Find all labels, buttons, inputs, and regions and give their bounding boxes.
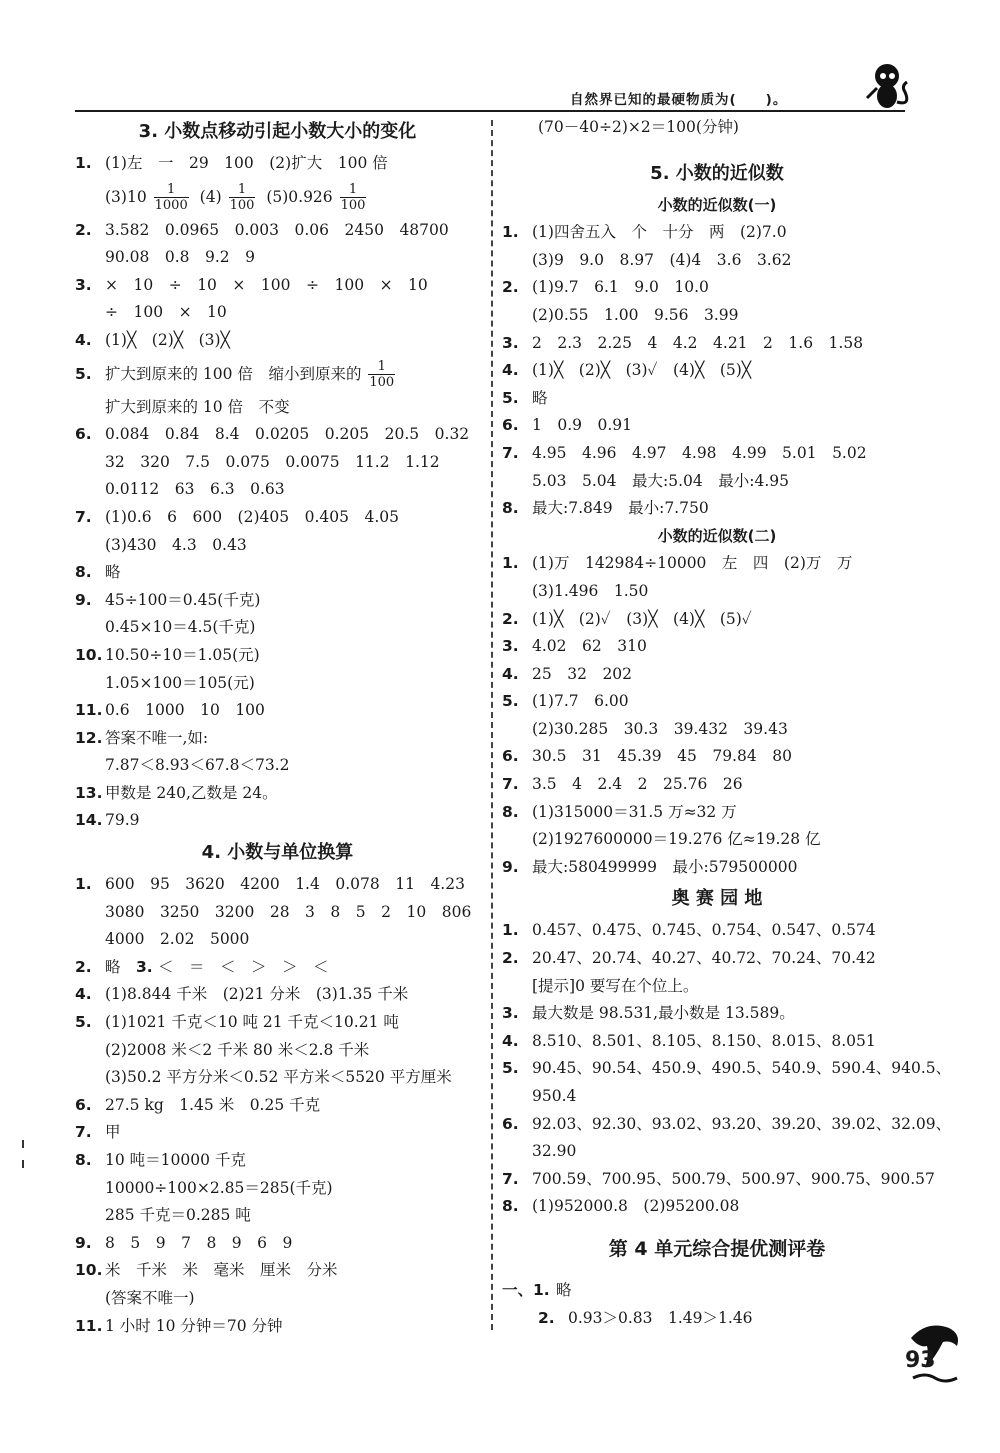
answer-line: 7. 3.5 4 2.4 2 25.76 26: [502, 775, 743, 794]
answer-line-fraction: 5. 扩大到原来的 100 倍 缩小到原来的 $\frac{1}{100}$: [75, 359, 395, 391]
answer-line: 6. 27.5 kg 1.45 米 0.25 千克: [75, 1095, 321, 1114]
answer-line: 扩大到原来的 10 倍 不变: [105, 397, 290, 416]
answer-line: 4. 25 32 202: [502, 664, 633, 683]
answer-line: 32.90: [532, 1142, 577, 1161]
answer-line-fractions: (3)10 $\frac{1}{1000}$ (4) $\frac{1}{100}$ (5)0.926 $\frac{1}{100}$: [105, 182, 366, 214]
answer-line: 2. 0.93＞0.83 1.49＞1.46: [538, 1308, 753, 1327]
answer-line: 4. (1)╳ (2)╳ (3)✓ (4)╳ (5)╳: [502, 361, 752, 380]
answer-line: 8. 最大:7.849 最小:7.750: [502, 499, 709, 518]
answer-line: 1. (1)万 142984÷10000 左 四 (2)万 万: [502, 554, 853, 573]
answer-line: 3. 最大数是 98.531,最小数是 13.589。: [502, 1004, 795, 1023]
answer-line: 10. 10.50÷10＝1.05(元): [75, 645, 260, 664]
answer-line: 2. (1)╳ (2)✓ (3)╳ (4)╳ (5)✓: [502, 609, 752, 628]
answer-line: 4. 8.510、8.501、8.105、8.150、8.015、8.051: [502, 1031, 876, 1050]
answer-line: (2)1927600000＝19.276 亿≈19.28 亿: [532, 830, 821, 849]
page-number: 93: [905, 1348, 936, 1373]
answer-line: (70－40÷2)×2＝100(分钟): [538, 118, 739, 136]
olympiad-title: 奥 赛 园 地: [671, 888, 763, 910]
answer-line: (2)2008 米＜2 千米 80 米＜2.8 千米: [105, 1040, 370, 1059]
answer-line: 7. 700.59、700.95、500.79、500.97、900.75、900.57: [502, 1169, 935, 1188]
answer-line: 8. (1)952000.8 (2)95200.08: [502, 1197, 740, 1216]
answer-line: 32 320 7.5 0.075 0.0075 11.2 1.12: [105, 452, 440, 471]
answer-line: ÷ 100 × 10: [105, 303, 227, 322]
answer-line: 8. 略: [75, 563, 121, 582]
answer-line: (2)30.285 30.3 39.432 39.43: [532, 719, 788, 738]
answer-line: (3)430 4.3 0.43: [105, 535, 247, 554]
answer-line: 4. (1)8.844 千米 (2)21 分米 (3)1.35 千米: [75, 985, 409, 1004]
answer-line: 6. 1 0.9 0.91: [502, 416, 633, 435]
monkey-mascot-icon: [845, 58, 915, 114]
answer-line: (答案不唯一): [105, 1288, 195, 1307]
section-5-title: 5. 小数的近似数: [650, 162, 784, 184]
column-divider: [491, 120, 493, 1330]
binding-marks: [20, 1140, 26, 1170]
answer-line: 6. 30.5 31 45.39 45 79.84 80: [502, 747, 792, 766]
answer-line: 11. 1 小时 10 分钟＝70 分钟: [75, 1316, 283, 1335]
header-question: 自然界已知的最硬物质为( )。: [570, 92, 788, 108]
answer-line: (3)1.496 1.50: [532, 581, 649, 600]
answer-line: 14. 79.9: [75, 811, 140, 830]
subsection-title: 小数的近似数(一): [657, 195, 777, 214]
answer-line: (3)50.2 平方分米＜0.52 平方米＜5520 平方厘米: [105, 1068, 452, 1087]
answer-line: 4000 2.02 5000: [105, 930, 250, 949]
unit-4-title: 第 4 单元综合提优测评卷: [608, 1237, 826, 1260]
section-4-title: 4. 小数与单位换算: [201, 842, 354, 864]
answer-line: 6. 0.084 0.84 8.4 0.0205 0.205 20.5 0.32: [75, 425, 470, 444]
answer-line: 2. 3.582 0.0965 0.003 0.06 2450 48700: [75, 220, 449, 239]
answer-line: 285 千克＝0.285 吨: [105, 1206, 251, 1225]
answer-line: 0.0112 63 6.3 0.63: [105, 480, 285, 499]
left-column: [75, 114, 480, 1340]
fraction: $\frac{1}{100}$: [229, 182, 255, 214]
answer-line: 5. (1)7.7 6.00: [502, 692, 629, 711]
answer-line: 3. × 10 ÷ 10 × 100 ÷ 100 × 10: [75, 275, 428, 294]
header-rule: [75, 110, 905, 112]
answer-line: 10000÷100×2.85＝285(千克): [105, 1178, 333, 1197]
answer-line: 1.05×100＝105(元): [105, 673, 255, 692]
answer-line: 9. 45÷100＝0.45(千克): [75, 590, 261, 609]
answer-line: 950.4: [532, 1087, 577, 1105]
answer-line: 3. 2 2.3 2.25 4 4.2 4.21 2 1.6 1.58: [502, 333, 864, 352]
answer-line: 5. 90.45、90.54、450.9、490.5、540.9、590.4、940.5、: [502, 1059, 952, 1078]
right-column: [502, 114, 952, 1332]
answer-line: 9. 最大:580499999 最小:579500000: [502, 857, 798, 876]
answer-line: 5. 略: [502, 388, 548, 407]
subsection-title: 小数的近似数(二): [657, 526, 777, 545]
answer-line: 8. 10 吨＝10000 千克: [75, 1151, 246, 1169]
answer-line: 10. 米 千米 米 毫米 厘米 分米: [75, 1261, 338, 1280]
answer-line: [提示]0 要写在个位上。: [532, 976, 699, 995]
answer-line: (3)9 9.0 8.97 (4)4 3.6 3.62: [532, 250, 792, 269]
answer-line: (2)0.55 1.00 9.56 3.99: [532, 305, 739, 324]
answer-line: 7. 甲: [75, 1123, 121, 1142]
section-3-title: 3. 小数点移动引起小数大小的变化: [138, 121, 417, 142]
answer-line: 7. 4.95 4.96 4.97 4.98 4.99 5.01 5.02: [502, 443, 867, 462]
answer-line: 9. 8 5 9 7 8 9 6 9: [75, 1233, 293, 1252]
spacer: [502, 142, 932, 156]
answer-line: 7. (1)0.6 6 600 (2)405 0.405 4.05: [75, 507, 399, 526]
answer-line: 13. 甲数是 240,乙数是 24。: [75, 783, 278, 802]
answer-line: 12. 答案不唯一,如:: [75, 728, 209, 747]
answer-line: 0.45×10＝4.5(千克): [105, 618, 256, 637]
answer-line: 1. 0.457、0.475、0.745、0.754、0.547、0.574: [502, 921, 876, 940]
answer-line: 11. 0.6 1000 10 100: [75, 701, 265, 720]
answer-line: 2. 20.47、20.74、40.27、40.72、70.24、70.42: [502, 949, 876, 968]
answer-line: 2. (1)9.7 6.1 9.0 10.0: [502, 278, 709, 297]
fraction: $\frac{1}{100}$: [369, 359, 395, 391]
answer-line: 5. (1)1021 千克＜10 吨 21 千克＜10.21 吨: [75, 1013, 399, 1032]
fraction: $\frac{1}{1000}$: [154, 182, 188, 214]
answer-line: 1. (1)四舍五入 个 十分 两 (2)7.0: [502, 223, 787, 242]
fraction: $\frac{1}{100}$: [340, 182, 366, 214]
answer-line: 2. 略 3. ＜ ＝ ＜ ＞ ＞ ＜: [75, 957, 329, 976]
answer-line: 1. (1)左 一 29 100 (2)扩大 100 倍: [75, 154, 388, 172]
answer-line: 3. 4.02 62 310: [502, 637, 647, 656]
answer-line: 4. (1)╳ (2)╳ (3)╳: [75, 330, 230, 349]
answer-line: 5.03 5.04 最大:5.04 最小:4.95: [532, 471, 789, 490]
answer-line: 6. 92.03、92.30、93.02、93.20、39.20、39.02、32.09、: [502, 1114, 952, 1133]
answer-line: 7.87＜8.93＜67.8＜73.2: [105, 756, 290, 775]
answer-line: 3080 3250 3200 28 3 8 5 2 10 806: [105, 902, 472, 921]
answer-line: 1. 600 95 3620 4200 1.4 0.078 11 4.23: [75, 875, 465, 894]
answer-line: 8. (1)315000＝31.5 万≈32 万: [502, 802, 737, 821]
answer-line: 一、1. 略: [502, 1280, 572, 1299]
answer-line: 90.08 0.8 9.2 9: [105, 248, 256, 267]
